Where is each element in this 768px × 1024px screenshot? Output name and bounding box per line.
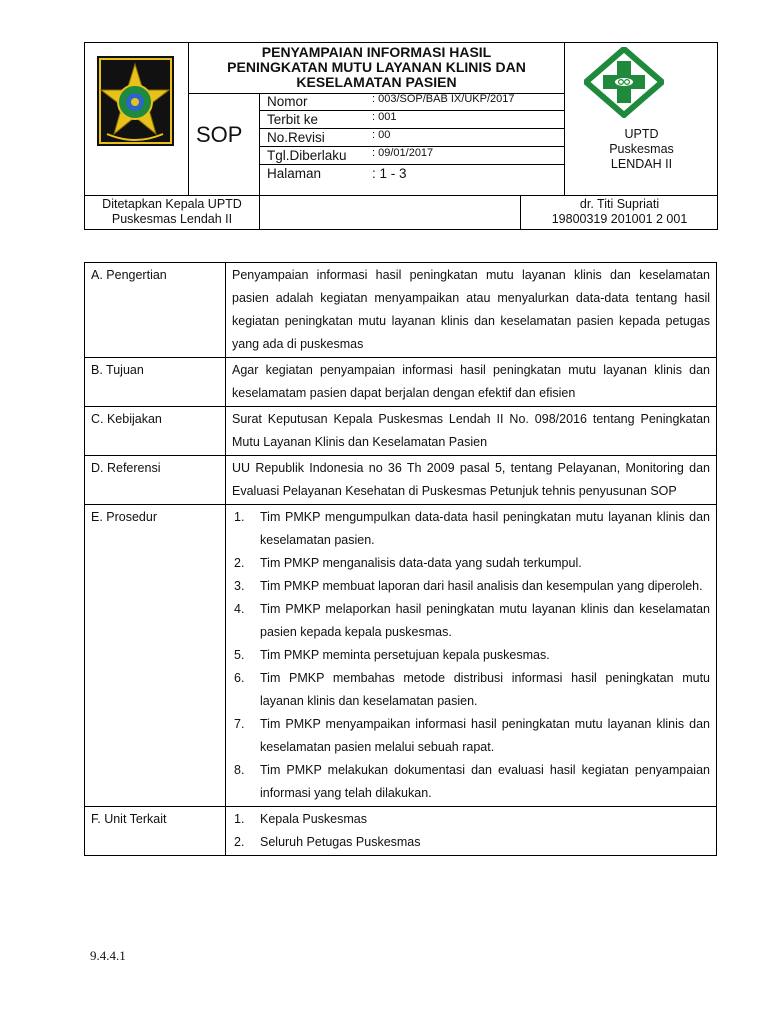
- meta-value-nomor: : 003/SOP/BAB IX/UKP/2017: [372, 93, 515, 105]
- list-item: 4. Tim PMKP melaporkan hasil peningkatan mutu layanan klinis dan keselamatan pasien kepada kepala puskesmas.: [234, 602, 710, 639]
- meta-value-terbit: : 001: [372, 111, 397, 123]
- section-label: D. Referensi: [85, 456, 226, 505]
- section-row-referensi: [85, 456, 717, 505]
- section-row-kebijakan: [85, 407, 717, 456]
- section-list: [226, 505, 717, 807]
- puskesmas-logo: [584, 47, 664, 118]
- list-item: 3. Tim PMKP membuat laporan dari hasil analisis dan kesempulan yang diperoleh.: [234, 579, 703, 593]
- list-item: 8. Tim PMKP melakukan dokumentasi dan evaluasi hasil kegiatan penyampaian informasi yang telah dilakukan.: [234, 763, 710, 800]
- section-label: E. Prosedur: [85, 505, 226, 807]
- section-label: B. Tujuan: [85, 358, 226, 407]
- meta-value-tgl: : 09/01/2017: [372, 147, 434, 159]
- signatory: [521, 197, 718, 227]
- list-item: 1. Kepala Puskesmas: [234, 812, 368, 826]
- list-item: 7. Tim PMKP menyampaikan informasi hasil peningkatan mutu layanan klinis dan keselamatan pasien melalui sebuah rapat.: [234, 717, 710, 754]
- meta-label-halaman: Halaman: [267, 166, 322, 181]
- meta-table: [260, 93, 564, 182]
- section-text: Surat Keputusan Kepala Puskesmas Lendah II No. 098/2016 tentang Peningkatan Mutu Layanan Klinis dan Keselamatan Pasien: [226, 407, 717, 456]
- signatory-name: dr. Titi Supriati: [579, 197, 660, 211]
- document-title: PENYAMPAIAN INFORMASI HASIL PENINGKATAN MUTU LAYANAN KLINIS DAN KESELAMATAN PASIEN: [227, 44, 526, 90]
- meta-label-terbit: Terbit ke: [267, 112, 319, 127]
- section-row-unit-terkait: [85, 807, 717, 856]
- section-label: C. Kebijakan: [85, 407, 226, 456]
- section-row-tujuan: [85, 358, 717, 407]
- section-row-prosedur: [85, 505, 717, 807]
- meta-value-revisi: : 00: [372, 129, 391, 141]
- meta-label-nomor: Nomor: [267, 94, 308, 109]
- list-item: 2. Tim PMKP menganalisis data-data yang sudah terkumpul.: [234, 556, 582, 570]
- meta-label-tgl: Tgl.Diberlaku: [267, 148, 347, 163]
- list-item: 6. Tim PMKP membahas metode distribusi informasi hasil peningkatan mutu layanan klinis dan keselamatan pasien.: [234, 671, 710, 708]
- section-list: [226, 807, 717, 856]
- section-text: UU Republik Indonesia no 36 Th 2009 pasal 5, tentang Pelayanan, Monitoring dan Evaluasi Pelayanan Kesehatan di Puskesmas Petunjuk tehnis penyusunan SOP: [226, 456, 717, 505]
- list-item: 5. Tim PMKP meminta persetujuan kepala puskesmas.: [234, 648, 550, 662]
- list-item: 1. Tim PMKP mengumpulkan data-data hasil peningkatan mutu layanan klinis dan keselamatan pasien.: [234, 510, 710, 547]
- section-text: Agar kegiatan penyampaian informasi hasil peningkatan mutu layanan klinis dan keselamatam pasien dapat berjalan dengan efektif dan efisien: [226, 358, 717, 407]
- meta-label-revisi: No.Revisi: [267, 130, 325, 145]
- section-label: F. Unit Terkait: [85, 807, 226, 856]
- section-row-pengertian: [85, 263, 717, 358]
- sop-body-table: [84, 262, 717, 856]
- sop-label: SOP: [196, 122, 243, 147]
- section-text: Penyampaian informasi hasil peningkatan mutu layanan klinis dan keselamatan pasien adalah kegiatan menyampaikan atau menyalurkan data-data tentang hasil kegiatan peningkatan mutu layanan klinis dan keselamatan pasien kepada petugas yang ada di puskesmas: [226, 263, 717, 358]
- meta-value-halaman: : 1 - 3: [372, 166, 407, 181]
- approved-by: Ditetapkan Kepala UPTD Puskesmas Lendah II: [102, 197, 242, 226]
- organization-name: UPTD Puskesmas LENDAH II: [609, 127, 674, 171]
- signatory-id: 19800319 201001 2 001: [551, 212, 688, 226]
- regency-emblem-logo: [97, 56, 174, 146]
- list-item: 2. Seluruh Petugas Puskesmas: [234, 835, 421, 849]
- footer-document-code: 9.4.4.1: [90, 948, 126, 963]
- section-label: A. Pengertian: [85, 263, 226, 358]
